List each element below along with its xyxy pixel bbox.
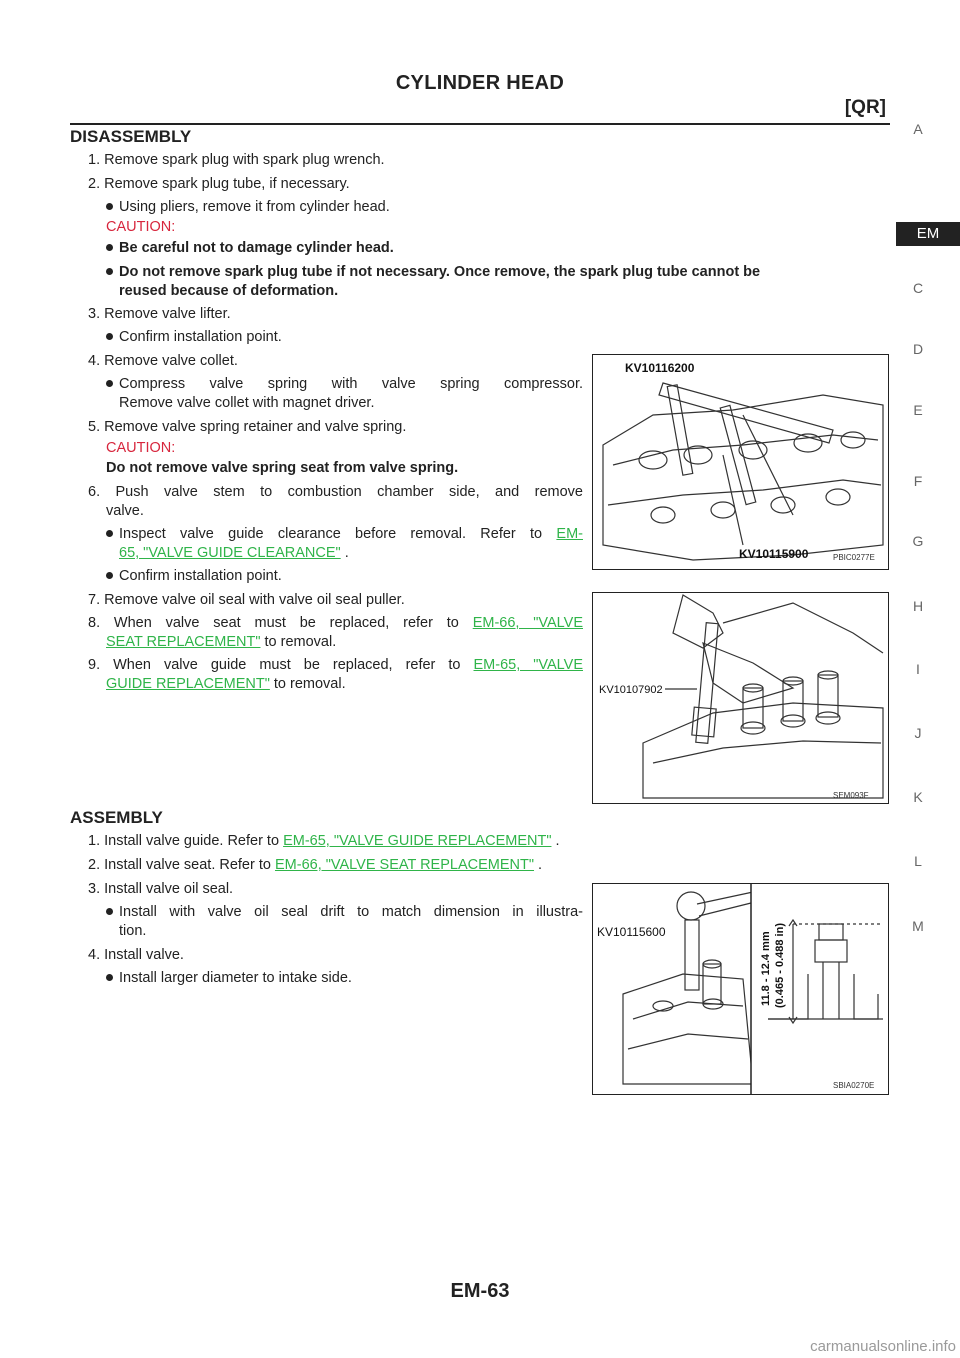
step-6: 6. Push valve stem to combustion chamber side, and remove — [88, 484, 583, 500]
bullet-icon — [106, 333, 113, 340]
bullet-icon — [106, 530, 113, 537]
caution-item-3: Do not remove valve spring seat from valve spring. — [106, 460, 459, 476]
index-tab-em[interactable]: EM — [896, 222, 960, 246]
fig1-tool-top-label: KV10116200 — [625, 361, 695, 375]
bullet-icon — [106, 974, 113, 981]
fig3-code: SBIA0270E — [833, 1081, 875, 1090]
index-letter-c[interactable]: C — [912, 280, 924, 296]
step-8-cont: SEAT REPLACEMENT" to removal. — [106, 634, 337, 650]
fig2-tool-label: KV10107902 — [599, 684, 663, 696]
index-letter-l[interactable]: L — [914, 853, 922, 869]
caution-item-2-cont: reused because of deformation. — [119, 283, 339, 299]
figure-valve-spring-compressor — [592, 354, 889, 570]
caution-label-2: CAUTION: — [106, 440, 176, 456]
step-3-bullet: Confirm installation point. — [106, 328, 282, 347]
bullet-icon — [106, 268, 113, 275]
watermark: carmanualsonline.info — [810, 1338, 956, 1355]
assembly-step-4-bullet: Install larger diameter to intake side. — [106, 969, 352, 988]
step-9-cont: GUIDE REPLACEMENT" to removal. — [106, 676, 346, 692]
index-letter-e[interactable]: E — [913, 402, 923, 418]
engine-illustration-1 — [593, 355, 888, 569]
assembly-step-1: 1. Install valve guide. Refer to EM-65, "VALVE GUIDE REPLACEMENT" . — [88, 833, 560, 849]
engine-illustration-2 — [593, 593, 888, 803]
link-valve-guide-clearance[interactable]: EM- — [556, 526, 583, 542]
fig3-dim-in: (0.465 - 0.488 in) — [774, 923, 786, 1008]
disassembly-heading: DISASSEMBLY — [70, 127, 192, 146]
page-title: CYLINDER HEAD — [395, 72, 565, 94]
bullet-icon — [106, 380, 113, 387]
assembly-step-3-bullet-cont: tion. — [119, 923, 147, 939]
caution-item-2: Do not remove spark plug tube if not necessary. Once remove, the spark plug tube cannot be — [106, 263, 760, 282]
link-valve-guide-replacement[interactable]: EM-65, "VALVE — [473, 657, 583, 673]
index-letter-f[interactable]: F — [913, 473, 923, 489]
step-6-bullet-1: Inspect valve guide clearance before removal. Refer to EM- — [106, 525, 583, 544]
index-letter-d[interactable]: D — [912, 341, 924, 357]
step-2-bullet: Using pliers, remove it from cylinder head. — [106, 198, 390, 217]
step-6-bullet-2: Confirm installation point. — [106, 567, 282, 586]
step-3: 3. Remove valve lifter. — [88, 306, 231, 322]
index-letter-m[interactable]: M — [912, 918, 924, 934]
caution-label-1: CAUTION: — [106, 219, 176, 235]
step-4: 4. Remove valve collet. — [88, 353, 238, 369]
link-valve-guide-clearance-cont[interactable]: 65, "VALVE GUIDE CLEARANCE" — [119, 545, 341, 561]
step-6-cont: valve. — [106, 503, 144, 519]
link-valve-guide-replacement-2[interactable]: EM-65, "VALVE GUIDE REPLACEMENT" — [283, 833, 552, 849]
figure-valve-oil-seal-drift — [592, 883, 889, 1095]
assembly-heading: ASSEMBLY — [70, 808, 163, 827]
fig3-tool-label: KV10115600 — [597, 925, 666, 939]
index-letter-a[interactable]: A — [913, 121, 923, 137]
fig3-dim-mm: 11.8 - 12.4 mm — [760, 931, 772, 1006]
figure-valve-oil-seal-puller — [592, 592, 889, 804]
fig1-tool-bottom-label: KV10115900 — [739, 547, 809, 561]
bullet-icon — [106, 244, 113, 251]
bullet-icon — [106, 572, 113, 579]
assembly-step-2: 2. Install valve seat. Refer to EM-66, "VALVE SEAT REPLACEMENT" . — [88, 857, 543, 873]
assembly-step-3: 3. Install valve oil seal. — [88, 881, 234, 897]
step-5: 5. Remove valve spring retainer and valve spring. — [88, 419, 407, 435]
step-1: 1. Remove spark plug with spark plug wrench. — [88, 152, 385, 168]
engine-illustration-3 — [593, 884, 888, 1094]
link-valve-guide-replacement-cont[interactable]: GUIDE REPLACEMENT" — [106, 676, 270, 692]
fig1-code: PBIC0277E — [833, 553, 875, 562]
link-valve-seat-replacement-cont[interactable]: SEAT REPLACEMENT" — [106, 634, 261, 650]
index-letter-g[interactable]: G — [912, 533, 924, 549]
fig2-code: SEM093F — [833, 791, 869, 800]
index-letter-h[interactable]: H — [912, 598, 924, 614]
index-letter-i[interactable]: I — [916, 661, 920, 677]
bullet-icon — [106, 203, 113, 210]
engine-code: [QR] — [844, 97, 886, 118]
link-valve-seat-replacement[interactable]: EM-66, "VALVE — [472, 615, 583, 631]
index-letter-k[interactable]: K — [913, 789, 923, 805]
link-valve-seat-replacement-2[interactable]: EM-66, "VALVE SEAT REPLACEMENT" — [274, 857, 535, 873]
step-2: 2. Remove spark plug tube, if necessary. — [88, 176, 350, 192]
assembly-step-4: 4. Install valve. — [88, 947, 184, 963]
bullet-icon — [106, 908, 113, 915]
caution-item-1: Be careful not to damage cylinder head. — [106, 239, 394, 258]
step-4-bullet: Compress valve spring with valve spring compressor. — [106, 375, 583, 394]
page-number: EM-63 — [450, 1280, 510, 1302]
step-6-bullet-1-cont: 65, "VALVE GUIDE CLEARANCE" . — [119, 545, 349, 561]
step-8: 8. When valve seat must be replaced, refer to EM-66, "VALVE — [88, 615, 583, 631]
step-7: 7. Remove valve oil seal with valve oil seal puller. — [88, 592, 405, 608]
index-letter-j[interactable]: J — [914, 725, 922, 741]
assembly-step-3-bullet: Install with valve oil seal drift to match dimension in illustra- — [106, 903, 583, 922]
step-4-bullet-cont: Remove valve collet with magnet driver. — [119, 395, 375, 411]
header-rule — [70, 123, 890, 125]
step-9: 9. When valve guide must be replaced, refer to EM-65, "VALVE — [88, 657, 583, 673]
